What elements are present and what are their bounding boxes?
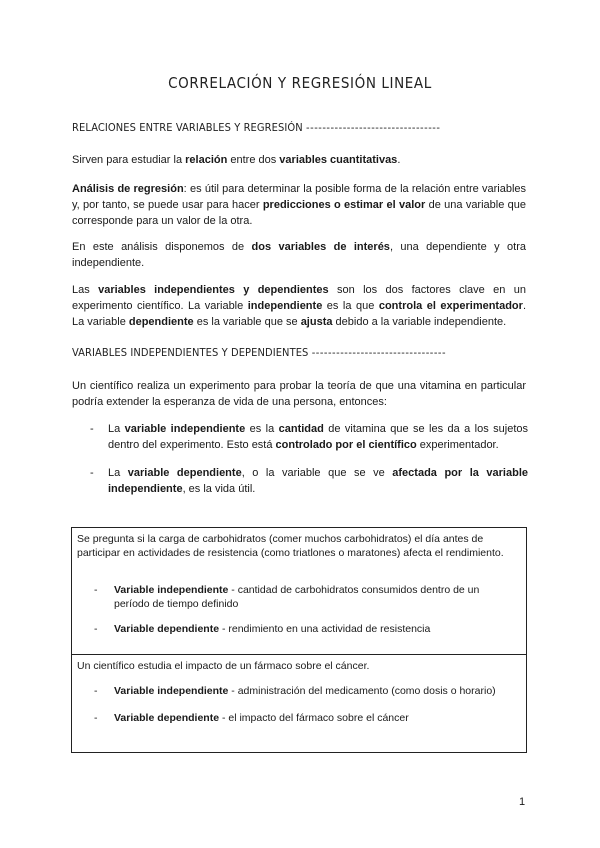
section-heading-dashes: --------------------------------- [306, 121, 441, 134]
list-item [94, 622, 514, 636]
box-intro: Se pregunta si la carga de carbohidratos (comer muchos carbohidratos) el día antes de participar en actividades de resistencia (como triatlones o maratones) afecta el rendimiento. [77, 533, 504, 559]
section-heading-text: RELACIONES ENTRE VARIABLES Y REGRESIÓN [72, 121, 303, 134]
section-heading-dashes: --------------------------------- [311, 346, 447, 359]
variables-paragraph: Las variables independientes y dependientes son los dos factores clave en un experimento científico. La variable independiente es la que controla el experimentador. La variable dependiente es la variable que se ajusta debido a la variable independiente. [72, 284, 526, 328]
bullet-dash: - [94, 584, 98, 596]
example-box-carbohidratos [71, 527, 527, 655]
list-item [94, 684, 514, 698]
bullet-dash: - [90, 467, 94, 479]
box-intro: Un científico estudia el impacto de un fármaco sobre el cáncer. [77, 660, 370, 672]
bullet-dash: - [90, 423, 94, 435]
analisis-paragraph: Análisis de regresión: es útil para determinar la posible forma de la relación entre variables y, por tanto, se puede usar para hacer predicciones o estimar el valor de una variable que corresponde para un valor de la otra. [72, 183, 527, 227]
bullet-dash: - [94, 623, 98, 635]
list-item [90, 421, 528, 453]
section-heading-variables [72, 346, 446, 359]
page-title: CORRELACIÓN Y REGRESIÓN LINEAL [168, 74, 432, 92]
section-heading-text: VARIABLES INDEPENDIENTES Y DEPENDIENTES [72, 346, 309, 359]
bullet-text: La variable independiente es la cantidad de vitamina que se les da a los sujetos dentro del experimento. Esto está controlado por el científico experimentador. [108, 423, 529, 451]
example-box-farmaco [71, 654, 527, 753]
list-item [94, 711, 514, 725]
intro-paragraph: Sirven para estudiar la relación entre dos variables cuantitativas. [72, 154, 401, 166]
section-heading-relaciones [72, 121, 440, 134]
bullet-dash: - [94, 712, 98, 724]
bullet-text: Variable independiente - administración del medicamento (como dosis o horario) [114, 685, 496, 697]
example-paragraph: Un científico realiza un experimento para probar la teoría de que una vitamina en particular podría extender la esperanza de vida de una persona, entonces: [72, 380, 526, 408]
bullet-text: Variable independiente - cantidad de carbohidratos consumidos dentro de un período de tiempo definido [114, 584, 480, 610]
este-analisis-paragraph: En este análisis disponemos de dos variables de interés, una dependiente y otra independiente. [72, 241, 526, 269]
page-number: 1 [519, 796, 526, 808]
list-item [94, 583, 514, 611]
bullet-text: Variable dependiente - el impacto del fármaco sobre el cáncer [114, 712, 409, 724]
bullet-dash: - [94, 685, 98, 697]
bullet-text: La variable dependiente, o la variable que se ve afectada por la variable independiente, es la vida útil. [108, 467, 528, 495]
list-item [90, 465, 528, 497]
bullet-text: Variable dependiente - rendimiento en una actividad de resistencia [114, 623, 431, 635]
